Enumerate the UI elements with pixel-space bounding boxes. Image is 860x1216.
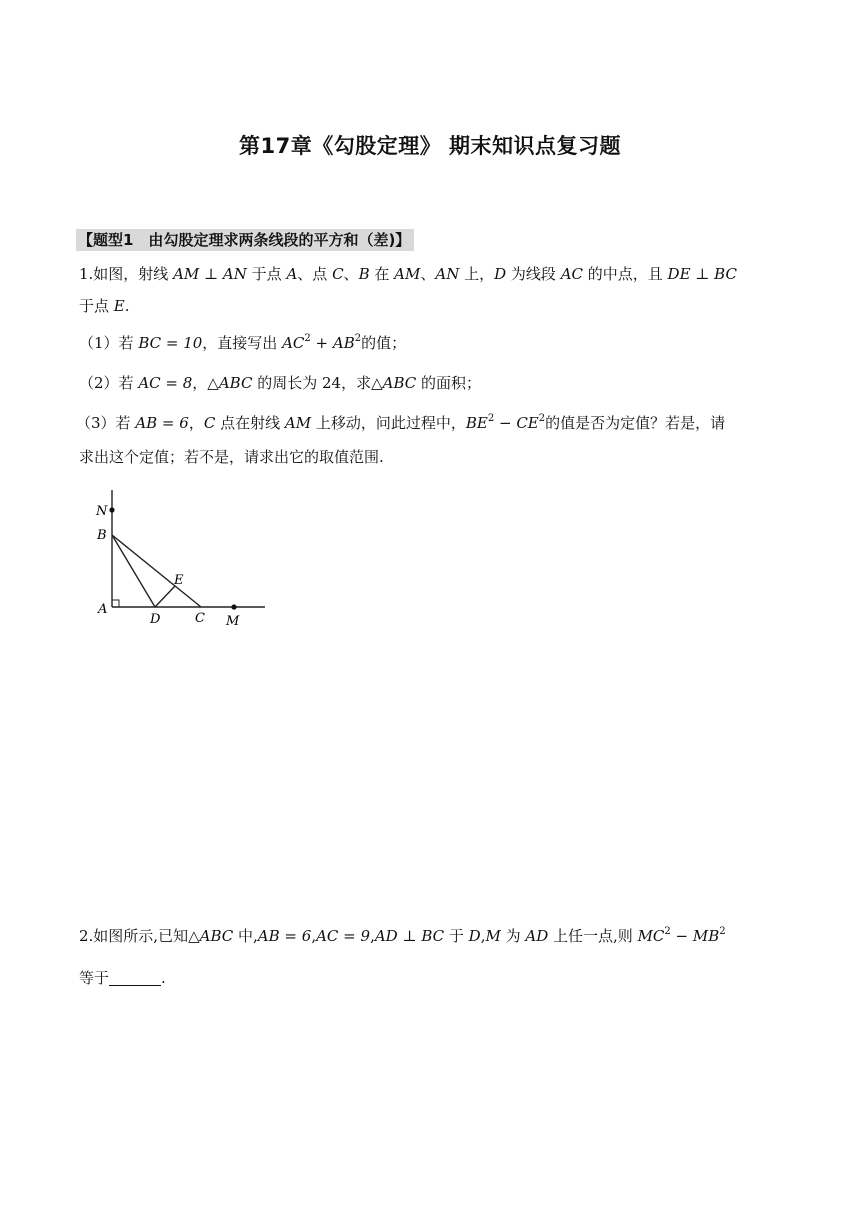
q2-text: ,: [311, 927, 317, 945]
right-angle-marker: [112, 600, 119, 607]
segment-bc: [112, 535, 201, 607]
q2-text: 于: [444, 927, 469, 945]
q1-part2: [79, 373, 481, 393]
label-c: C: [195, 611, 205, 626]
math-expr: AC = 9: [316, 927, 371, 945]
q2-text: 等于: [79, 969, 110, 987]
math-op: −: [494, 414, 517, 432]
q1-part3-line1: [76, 413, 725, 433]
q2-text: 中,: [233, 927, 258, 945]
exponent: 2: [487, 413, 495, 424]
segment-de: [155, 586, 175, 607]
q1-intro-line1: [79, 264, 737, 284]
exponent: 2: [719, 926, 726, 937]
q1-text: ，△: [192, 374, 219, 392]
math-var: D: [494, 265, 507, 283]
geometry-figure: [88, 486, 278, 631]
math-var: M: [485, 927, 501, 945]
q2-text: ,: [370, 927, 375, 945]
q1-text: 的周长为 24，求△: [252, 374, 383, 392]
math-var: B: [358, 265, 370, 283]
q1-text: 上移动，问此过程中，: [311, 414, 466, 432]
exponent: 2: [304, 333, 311, 344]
math-expr: AM ⊥ AN: [173, 265, 247, 283]
section-header: 【题型1 由勾股定理求两条线段的平方和（差)】: [76, 229, 414, 251]
label-b: B: [97, 528, 107, 543]
math-var: AB: [332, 334, 355, 352]
point-m: [231, 604, 236, 609]
q1-text: 1.如图，射线: [79, 265, 174, 283]
q1-text: 于点: [79, 297, 114, 315]
segment-bd: [112, 535, 155, 607]
q1-text: 的面积；: [416, 374, 482, 392]
q1-text: 于点: [246, 265, 287, 283]
math-var: AN: [435, 265, 460, 283]
q2-line2: [79, 968, 166, 988]
math-var: AC: [560, 265, 583, 283]
q1-text: 点在射线: [215, 414, 285, 432]
math-var: BE: [465, 414, 488, 432]
q1-part3-line2: 求出这个定值；若不是，请求出它的取值范围.: [79, 448, 384, 466]
label-a: A: [98, 602, 108, 617]
math-var: ABC: [199, 927, 234, 945]
q2-text: 2.如图所示,已知△: [79, 927, 200, 945]
math-expr: AD ⊥ BC: [374, 927, 445, 945]
math-var: AM: [394, 265, 421, 283]
q1-text: 上，: [459, 265, 495, 283]
exponent: 2: [664, 926, 671, 937]
q1-text: 的值是否为定值？若是，请: [545, 414, 726, 432]
q2-text: 为: [500, 927, 526, 945]
q2-line1: [79, 926, 726, 946]
q1-text: 在: [369, 265, 395, 283]
math-var: ABC: [382, 374, 417, 392]
math-var: AM: [284, 414, 312, 432]
q1-text: 为线段: [506, 265, 561, 283]
math-var: AD: [525, 927, 549, 945]
math-var: D: [468, 927, 481, 945]
q1-text: 、: [343, 265, 359, 283]
q1-text: .: [124, 297, 130, 315]
exponent: 2: [538, 413, 546, 424]
math-var: CE: [516, 414, 539, 432]
q1-text: 的值；: [361, 334, 407, 352]
q1-text: （2）若: [79, 374, 139, 392]
q2-text: ,: [480, 927, 486, 945]
q1-part1: [79, 333, 406, 353]
math-expr: AB = 6: [135, 414, 189, 432]
q2-text: 上任一点,则: [548, 927, 638, 945]
math-var: MC: [637, 927, 665, 945]
math-op: +: [310, 334, 333, 352]
answer-blank[interactable]: [109, 971, 161, 986]
math-expr: AB = 6: [257, 927, 312, 945]
q1-text: （3）若: [76, 414, 136, 432]
math-var: A: [286, 265, 298, 283]
math-var: C: [332, 265, 344, 283]
label-m: M: [226, 614, 240, 629]
q1-text: 、点: [297, 265, 333, 283]
page-title: 第17章《勾股定理》 期末知识点复习题: [238, 134, 622, 158]
label-d: D: [150, 612, 161, 627]
q1-text: 、: [420, 265, 436, 283]
q1-intro-line2: [79, 296, 130, 316]
q1-text: 的中点，且: [583, 265, 668, 283]
math-expr: DE ⊥ BC: [667, 265, 737, 283]
label-n: N: [96, 504, 108, 519]
math-var: ABC: [218, 374, 253, 392]
math-expr: AC = 8: [138, 374, 193, 392]
math-var: E: [113, 297, 125, 315]
label-e: E: [174, 573, 184, 588]
q2-text: .: [161, 969, 166, 987]
math-var: C: [203, 414, 216, 432]
q1-text: ，: [188, 414, 204, 432]
q1-text: （1）若: [79, 334, 139, 352]
math-var: MB: [692, 927, 720, 945]
point-n: [109, 507, 114, 512]
math-var: AC: [282, 334, 305, 352]
math-op: −: [670, 927, 693, 945]
math-expr: BC = 10: [138, 334, 203, 352]
exponent: 2: [354, 333, 362, 344]
q1-text: ，直接写出: [202, 334, 283, 352]
